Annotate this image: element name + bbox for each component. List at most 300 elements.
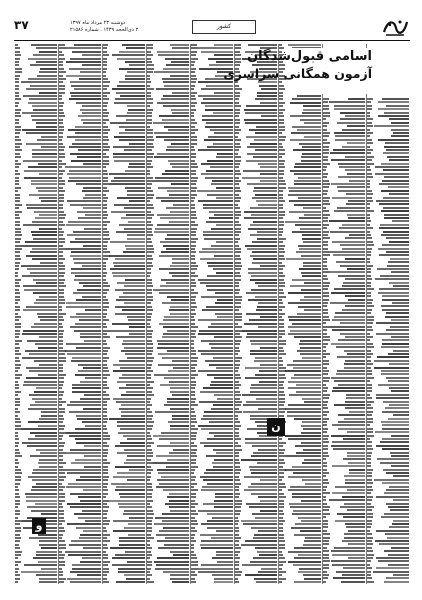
list-entry (15, 578, 57, 580)
list-entry (279, 377, 321, 379)
list-entry (15, 262, 57, 264)
list-entry (59, 85, 101, 87)
list-entry (235, 105, 277, 107)
list-entry (103, 394, 145, 396)
list-entry (103, 224, 145, 226)
list-entry (367, 523, 409, 525)
list-entry (323, 258, 365, 260)
list-entry (235, 534, 277, 536)
list-entry (191, 469, 233, 471)
list-entry (367, 180, 409, 182)
list-entry (103, 421, 145, 423)
list-entry (367, 186, 409, 188)
list-entry (279, 234, 321, 236)
list-entry (59, 112, 101, 114)
list-entry (147, 462, 189, 464)
list-entry (15, 81, 57, 83)
list-entry (15, 381, 57, 383)
list-entry (59, 330, 101, 332)
list-entry (367, 115, 409, 117)
list-entry (367, 407, 409, 409)
list-entry (191, 364, 233, 366)
list-entry (235, 357, 277, 359)
list-entry (323, 200, 365, 202)
list-entry (323, 190, 365, 192)
list-entry (59, 357, 101, 359)
list-entry (279, 241, 321, 243)
list-entry (147, 285, 189, 287)
list-entry (15, 408, 57, 410)
list-entry (279, 568, 321, 570)
list-entry (59, 520, 101, 522)
list-entry (367, 448, 409, 450)
list-entry (367, 112, 409, 114)
list-entry (323, 214, 365, 216)
list-entry (59, 306, 101, 308)
list-entry (279, 547, 321, 549)
list-entry (59, 299, 101, 301)
list-entry (103, 132, 145, 134)
list-entry (323, 394, 365, 396)
list-entry (59, 71, 101, 73)
list-entry (367, 414, 409, 416)
list-entry (15, 442, 57, 444)
list-entry (147, 139, 189, 141)
list-entry (147, 500, 189, 502)
list-entry (279, 132, 321, 134)
list-entry (191, 370, 233, 372)
list-entry (235, 170, 277, 172)
list-entry (59, 98, 101, 100)
list-entry (367, 108, 409, 110)
list-entry (147, 445, 189, 447)
list-entry (235, 411, 277, 413)
list-entry (191, 466, 233, 468)
list-entry (367, 122, 409, 124)
list-entry (59, 421, 101, 423)
list-entry (279, 408, 321, 410)
list-entry (103, 398, 145, 400)
list-entry (147, 503, 189, 505)
list-entry (147, 309, 189, 311)
list-entry (323, 271, 365, 273)
list-entry (15, 231, 57, 233)
list-entry (367, 380, 409, 382)
list-entry (147, 404, 189, 406)
list-entry (235, 217, 277, 219)
list-entry (367, 275, 409, 277)
list-entry (59, 245, 101, 247)
list-entry (59, 228, 101, 230)
list-entry (59, 418, 101, 420)
list-entry (15, 245, 57, 247)
list-entry (279, 231, 321, 233)
list-entry (279, 564, 321, 566)
newspaper-logo (380, 16, 410, 38)
list-entry (103, 207, 145, 209)
list-entry (103, 211, 145, 213)
list-entry (191, 527, 233, 529)
list-entry (367, 513, 409, 515)
list-entry (367, 224, 409, 226)
list-entry (103, 214, 145, 216)
list-entry (279, 248, 321, 250)
list-entry (323, 98, 365, 100)
column-divider (102, 44, 103, 584)
list-entry (367, 299, 409, 301)
list-entry (191, 387, 233, 389)
list-entry (59, 234, 101, 236)
list-entry (279, 387, 321, 389)
list-entry (323, 285, 365, 287)
list-entry (367, 237, 409, 239)
list-entry (279, 313, 321, 315)
list-entry (279, 432, 321, 434)
list-entry (323, 452, 365, 454)
list-entry (147, 194, 189, 196)
list-entry (103, 432, 145, 434)
list-entry (59, 523, 101, 525)
list-entry (235, 44, 277, 46)
list-entry (147, 517, 189, 519)
list-entry (235, 200, 277, 202)
list-entry (191, 367, 233, 369)
list-entry (323, 346, 365, 348)
list-entry (147, 173, 189, 175)
list-entry (235, 245, 277, 247)
list-entry (367, 390, 409, 392)
list-entry (323, 448, 365, 450)
list-entry (103, 374, 145, 376)
list-entry (367, 261, 409, 263)
list-entry (103, 445, 145, 447)
list-entry (59, 109, 101, 111)
list-entry (279, 394, 321, 396)
list-entry (191, 61, 233, 63)
list-entry (279, 557, 321, 559)
list-entry (191, 170, 233, 172)
list-entry (59, 347, 101, 349)
list-entry (367, 346, 409, 348)
list-entry (59, 469, 101, 471)
list-entry (323, 295, 365, 297)
list-entry (103, 568, 145, 570)
list-entry (235, 381, 277, 383)
list-entry (103, 523, 145, 525)
list-entry (15, 132, 57, 134)
list-entry (15, 71, 57, 73)
list-entry (235, 299, 277, 301)
list-entry (367, 241, 409, 243)
list-entry (147, 438, 189, 440)
list-entry (191, 496, 233, 498)
list-entry (59, 537, 101, 539)
list-entry (59, 500, 101, 502)
list-entry (191, 88, 233, 90)
list-entry (103, 75, 145, 77)
list-entry (147, 493, 189, 495)
list-entry (147, 299, 189, 301)
list-entry (323, 163, 365, 165)
list-entry (235, 581, 277, 583)
list-entry (59, 462, 101, 464)
list-entry (59, 581, 101, 583)
list-entry (235, 177, 277, 179)
list-entry (367, 163, 409, 165)
list-entry (191, 248, 233, 250)
list-entry (367, 424, 409, 426)
list-entry (235, 551, 277, 553)
list-entry (15, 551, 57, 553)
list-entry (323, 193, 365, 195)
list-entry (103, 105, 145, 107)
list-entry (15, 360, 57, 362)
list-entry (15, 479, 57, 481)
list-entry (59, 394, 101, 396)
list-entry (59, 452, 101, 454)
list-entry (191, 513, 233, 515)
list-entry (235, 98, 277, 100)
list-entry (103, 160, 145, 162)
list-entry (367, 418, 409, 420)
list-entry (103, 581, 145, 583)
list-entry (147, 530, 189, 532)
list-entry (191, 211, 233, 213)
list-entry (103, 360, 145, 362)
list-entry (279, 418, 321, 420)
list-entry (147, 61, 189, 63)
list-entry (103, 119, 145, 121)
list-entry (191, 166, 233, 168)
list-entry (147, 319, 189, 321)
list-entry (235, 520, 277, 522)
list-entry (367, 139, 409, 141)
list-entry (235, 129, 277, 131)
list-entry (323, 261, 365, 263)
list-entry (59, 449, 101, 451)
list-entry (279, 296, 321, 298)
list-entry (367, 537, 409, 539)
list-entry (235, 547, 277, 549)
list-entry (191, 462, 233, 464)
list-entry (59, 88, 101, 90)
list-entry (367, 373, 409, 375)
list-entry (103, 302, 145, 304)
list-entry (15, 146, 57, 148)
list-entry (103, 330, 145, 332)
list-entry (235, 506, 277, 508)
list-entry (191, 194, 233, 196)
list-entry (279, 435, 321, 437)
list-entry (103, 126, 145, 128)
list-entry (103, 401, 145, 403)
list-entry (279, 238, 321, 240)
list-entry (279, 360, 321, 362)
list-entry (103, 326, 145, 328)
list-entry (59, 126, 101, 128)
list-entry (103, 190, 145, 192)
list-entry (15, 357, 57, 359)
list-entry (367, 312, 409, 314)
list-entry (103, 136, 145, 138)
list-entry (15, 251, 57, 253)
list-entry (279, 503, 321, 505)
list-entry (59, 401, 101, 403)
list-entry (15, 326, 57, 328)
list-entry (103, 510, 145, 512)
list-entry (59, 129, 101, 131)
list-entry (367, 125, 409, 127)
list-entry (279, 309, 321, 311)
list-entry (147, 581, 189, 583)
list-entry (235, 143, 277, 145)
list-entry (323, 356, 365, 358)
list-entry (59, 364, 101, 366)
list-entry (279, 119, 321, 121)
list-entry (147, 98, 189, 100)
list-entry (367, 475, 409, 477)
list-entry (15, 445, 57, 447)
list-entry (367, 258, 409, 260)
list-entry (191, 177, 233, 179)
list-entry (103, 122, 145, 124)
list-entry (15, 68, 57, 70)
list-entry (235, 238, 277, 240)
list-entry (103, 231, 145, 233)
list-entry (59, 506, 101, 508)
column-divider (366, 44, 367, 584)
list-entry (279, 211, 321, 213)
list-entry (191, 238, 233, 240)
list-entry (15, 302, 57, 304)
list-entry (367, 363, 409, 365)
list-entry (103, 438, 145, 440)
list-entry (103, 347, 145, 349)
list-entry (235, 377, 277, 379)
list-entry (59, 415, 101, 417)
list-entry (235, 571, 277, 573)
list-entry (191, 265, 233, 267)
list-entry (191, 319, 233, 321)
list-entry (147, 81, 189, 83)
list-entry (15, 459, 57, 461)
list-entry (367, 200, 409, 202)
list-entry (279, 279, 321, 281)
list-entry (279, 143, 321, 145)
list-entry (191, 472, 233, 474)
list-entry (59, 258, 101, 260)
list-entry (191, 292, 233, 294)
list-entry (367, 98, 409, 100)
list-entry (59, 163, 101, 165)
list-entry (279, 262, 321, 264)
list-entry (235, 476, 277, 478)
list-entry (235, 574, 277, 576)
list-entry (103, 255, 145, 257)
page-number: ۳۷ (14, 18, 29, 32)
list-entry (59, 551, 101, 553)
list-entry (15, 207, 57, 209)
list-entry (15, 364, 57, 366)
list-entry (235, 360, 277, 362)
list-entry (59, 459, 101, 461)
list-entry (15, 194, 57, 196)
list-entry (147, 472, 189, 474)
list-entry (103, 143, 145, 145)
list-entry (103, 153, 145, 155)
list-entry (103, 370, 145, 372)
list-entry (367, 401, 409, 403)
list-entry (367, 118, 409, 120)
list-entry (59, 81, 101, 83)
list-entry (235, 251, 277, 253)
list-entry (367, 557, 409, 559)
list-entry (191, 530, 233, 532)
list-entry (147, 272, 189, 274)
list-entry (367, 210, 409, 212)
list-entry (367, 217, 409, 219)
list-entry (279, 187, 321, 189)
list-entry (15, 398, 57, 400)
list-entry (279, 326, 321, 328)
list-entry (103, 238, 145, 240)
list-entry (15, 306, 57, 308)
list-entry (235, 387, 277, 389)
list-entry (235, 265, 277, 267)
list-entry (15, 75, 57, 77)
list-entry (147, 551, 189, 553)
list-entry (59, 265, 101, 267)
list-entry (147, 177, 189, 179)
list-entry (235, 88, 277, 90)
list-entry (235, 517, 277, 519)
list-entry (15, 404, 57, 406)
list-entry (279, 102, 321, 104)
list-entry (191, 217, 233, 219)
list-entry (59, 143, 101, 145)
list-entry (323, 486, 365, 488)
list-entry (191, 275, 233, 277)
list-entry (279, 401, 321, 403)
list-entry (279, 255, 321, 257)
list-entry (147, 279, 189, 281)
list-entry (279, 302, 321, 304)
list-entry (59, 319, 101, 321)
list-entry (15, 537, 57, 539)
list-entry (147, 323, 189, 325)
list-entry (235, 333, 277, 335)
list-entry (323, 336, 365, 338)
list-entry (367, 193, 409, 195)
list-entry (147, 367, 189, 369)
list-entry (59, 350, 101, 352)
list-entry (59, 194, 101, 196)
list-entry (147, 207, 189, 209)
list-entry (235, 340, 277, 342)
list-entry (103, 425, 145, 427)
list-entry (323, 465, 365, 467)
list-entry (279, 139, 321, 141)
list-entry (323, 135, 365, 137)
list-entry (59, 374, 101, 376)
list-entry (15, 92, 57, 94)
list-entry (279, 200, 321, 202)
list-entry (235, 126, 277, 128)
section-label: کشور (192, 20, 256, 34)
list-entry (147, 64, 189, 66)
list-entry (191, 428, 233, 430)
list-entry (103, 129, 145, 131)
